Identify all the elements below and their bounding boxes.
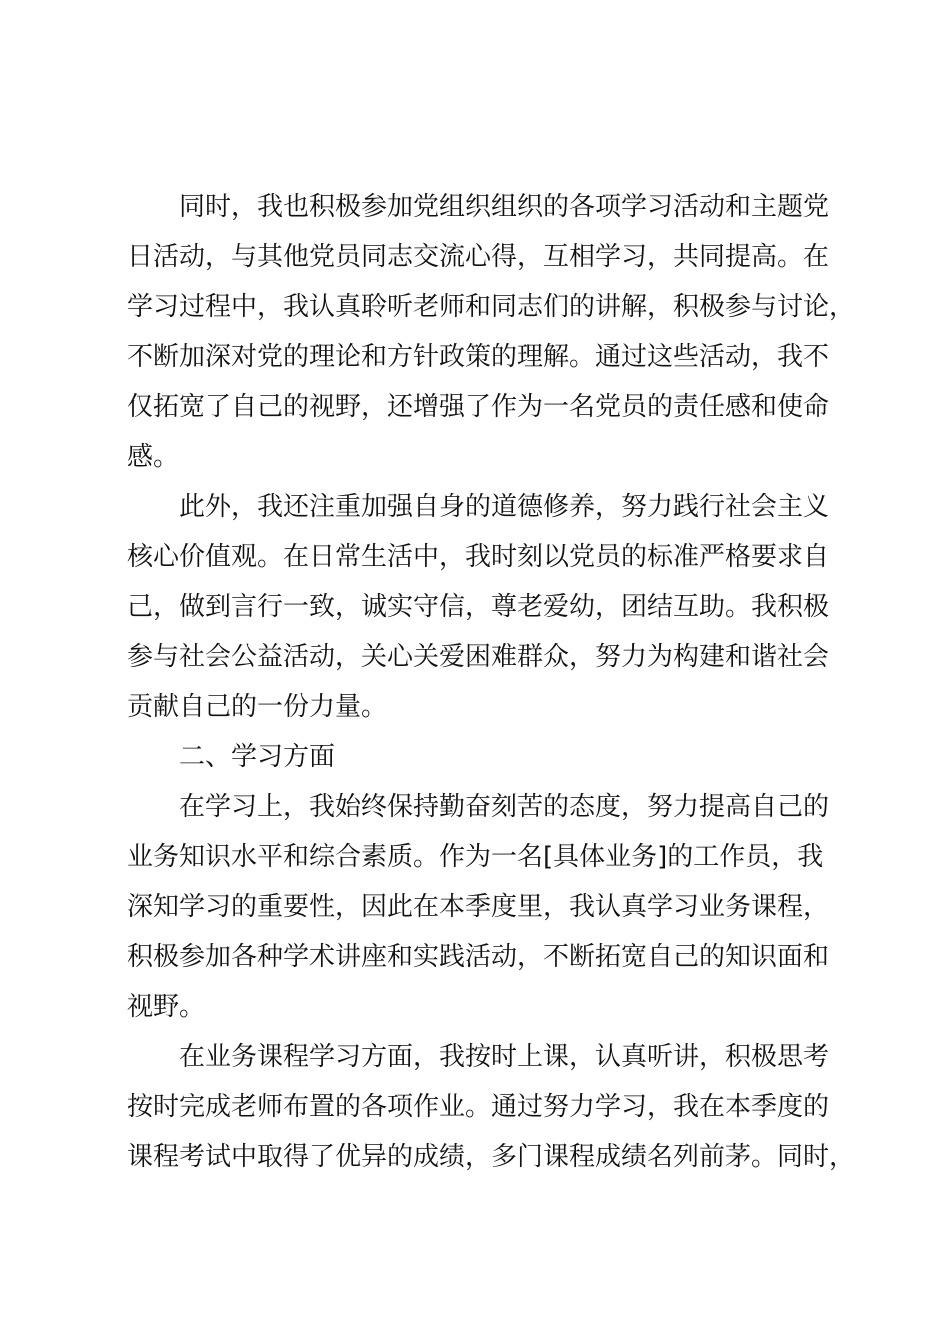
text-line: 仅拓宽了自己的视野，还增强了作为一名党员的责任感和使命 [127, 392, 830, 422]
text-line: 己，做到言行一致，诚实守信，尊老爱幼，团结互助。我积极 [127, 592, 830, 622]
text-line: 在学习上，我始终保持勤奋刻苦的态度，努力提高自己的 [179, 792, 830, 822]
text-line: 贡献自己的一份力量。 [127, 692, 388, 722]
paragraph-course-study [127, 1032, 856, 1182]
text-line: 学习过程中，我认真聆听老师和同志们的讲解，积极参与讨论， [127, 292, 856, 322]
paragraph-moral-cultivation [127, 482, 835, 732]
text-line: 课程考试中取得了优异的成绩，多门课程成绩名列前茅。同时， [127, 1142, 856, 1172]
text-line: 在业务课程学习方面，我按时上课，认真听讲，积极思考 [179, 1042, 830, 1072]
paragraph-party-activities [127, 182, 856, 482]
text-line: 同时，我也积极参加党组织组织的各项学习活动和主题党 [179, 192, 830, 222]
text-line: 深知学习的重要性，因此在本季度里，我认真学习业务课程， [127, 892, 830, 922]
text-line: 日活动，与其他党员同志交流心得，互相学习，共同提高。在 [127, 242, 830, 272]
text-line: 业务知识水平和综合素质。作为一名[具体业务]的工作员，我 [127, 842, 824, 872]
text-line: 核心价值观。在日常生活中，我时刻以党员的标准严格要求自 [127, 542, 830, 572]
paragraph-study-attitude [127, 782, 835, 1032]
text-line: 按时完成老师布置的各项作业。通过努力学习，我在本季度的 [127, 1092, 830, 1122]
text-line: 参与社会公益活动，关心关爱困难群众，努力为构建和谐社会 [127, 642, 830, 672]
text-line: 视野。 [127, 992, 206, 1022]
text-line: 不断加深对党的理论和方针政策的理解。通过这些活动，我不 [127, 342, 830, 372]
section-heading [127, 732, 835, 782]
section-heading-text: 二、学习方面 [179, 742, 336, 772]
text-line: 积极参加各种学术讲座和实践活动，不断拓宽自己的知识面和 [127, 942, 830, 972]
text-line: 此外，我还注重加强自身的道德修养，努力践行社会主义 [179, 492, 830, 522]
document-body [127, 182, 856, 1182]
text-line: 感。 [127, 442, 180, 472]
